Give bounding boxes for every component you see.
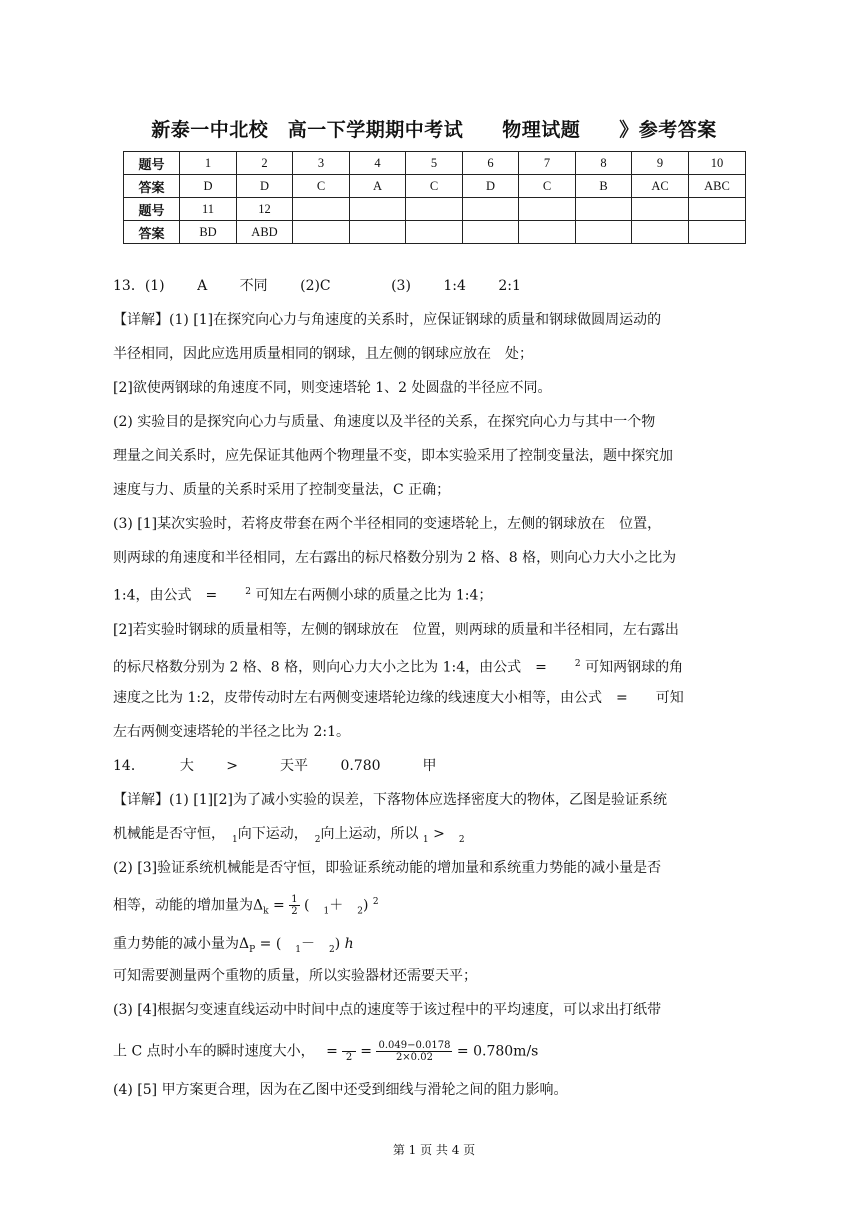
table-cell: 3	[293, 152, 350, 175]
table-cell	[689, 198, 746, 221]
table-cell: 7	[519, 152, 576, 175]
q13-detail-1: 【详解】(1) [1]在探究向心力与角速度的关系时，应保证钢球的质量和钢球做圆周运动的	[113, 312, 662, 328]
superscript-2: 2	[245, 587, 251, 597]
table-cell	[406, 198, 463, 221]
subscript-1: 1	[422, 834, 429, 845]
q14-detail-1: 【详解】(1) [1][2]为了减小实验的误差，下落物体应选择密度大的物体，乙图是验证系统	[113, 792, 667, 808]
subscript-1: 1	[323, 906, 330, 917]
table-cell	[689, 221, 746, 244]
formula-tail: 可知左右两侧小球的质量之比为 1:4；	[255, 587, 493, 604]
q14-detail-3: (2) [3]验证系统机械能是否守恒，即验证系统动能的增加量和系统重力势能的减小量是否	[113, 860, 662, 876]
table-cell: B	[576, 175, 632, 198]
text-part: 向上运动，所以	[320, 826, 423, 842]
superscript-2: 2	[574, 659, 581, 669]
subscript-1: 1	[232, 834, 238, 845]
table-cell: 4	[350, 152, 406, 175]
subscript-p: P	[249, 944, 256, 955]
table-cell: ABD	[237, 221, 293, 244]
table-cell: ABC	[689, 175, 746, 198]
table-cell	[519, 221, 576, 244]
q13-answer-line: 13．(1) A 不同 (2)C (3) 1:4 2:1	[113, 278, 521, 294]
table-row-header: 题号	[124, 198, 180, 221]
table-cell	[463, 221, 519, 244]
formula-text: 的标尺格数分别为 2 格、8 格，则向心力大小之比为 1:4，由公式 =	[113, 659, 575, 676]
table-row	[124, 221, 746, 244]
q13-detail-4: (2) 实验目的是探究向心力与质量、角速度以及半径的关系，在探究向心力与其中一个物	[113, 414, 656, 430]
table-cell: C	[519, 175, 576, 198]
table-cell	[632, 198, 689, 221]
table-cell	[350, 221, 406, 244]
text-part: 向下运动，	[237, 826, 315, 842]
q13-detail-12: 速度之比为 1:2，皮带传动时左右两侧变速塔轮边缘的线速度大小相等，由公式 = 可知	[113, 690, 684, 706]
q13-detail-11	[113, 654, 683, 678]
table-cell: 10	[689, 152, 746, 175]
table-cell: A	[350, 175, 406, 198]
table-cell	[350, 198, 406, 221]
q13-detail-3: [2]欲使两钢球的角速度不同，则变速塔轮 1、2 处圆盘的半径应不同。	[113, 380, 552, 396]
text-part: 机械能是否守恒，	[113, 826, 232, 842]
page-title: 新泰一中北校 高一下学期期中考试 物理试题 》参考答案	[151, 119, 717, 141]
table-cell: 2	[237, 152, 293, 175]
table-cell	[519, 198, 576, 221]
formula-text: 1:4，由公式 =	[113, 587, 246, 604]
q13-detail-6: 速度与力、质量的关系时采用了控制变量法，C 正确；	[113, 482, 451, 498]
table-row-header: 答案	[124, 175, 180, 198]
fraction-velocity: $\frac{0.049-0.0178}{2\times 0.02}$	[378, 1040, 451, 1063]
variable-h: h	[344, 936, 354, 952]
q13-detail-5: 理量之间关系时，应先保证其他两个物理量不变，即本实验采用了控制变量法，题中探究加	[113, 448, 673, 464]
table-cell: 8	[576, 152, 632, 175]
text-part: 重力势能的减小量为Δ	[113, 936, 250, 952]
q14-detail-5: 重力势能的减小量为$\Delta_P$ = ( $_1$－ $_2$) h	[113, 936, 354, 955]
q13-detail-13: 左右两侧变速塔轮的半径之比为 2:1。	[113, 724, 350, 740]
subscript-2: 2	[329, 944, 335, 955]
table-cell	[293, 198, 350, 221]
page-footer: 第 1 页 共 4 页	[392, 1143, 476, 1157]
table-row-header: 答案	[124, 221, 180, 244]
fraction-blank: 2	[342, 1040, 356, 1063]
q13-detail-10: [2]若实验时钢球的质量相等，左侧的钢球放在 位置，则两球的质量和半径相同，左右露出	[113, 622, 679, 638]
subscript-2: 2	[314, 834, 321, 845]
table-cell: D	[180, 175, 237, 198]
q13-detail-7: (3) [1]某次实验时，若将皮带套在两个半径相同的变速塔轮上，左侧的钢球放在 位置，	[113, 516, 662, 532]
q14-detail-9: (4) [5] 甲方案更合理，因为在乙图中还受到细线与滑轮之间的阻力影响。	[113, 1082, 568, 1098]
table-cell	[406, 221, 463, 244]
subscript-k: k	[263, 906, 269, 917]
superscript-2: 2	[372, 897, 379, 907]
table-cell: C	[406, 175, 463, 198]
table-cell: D	[463, 175, 519, 198]
q14-detail-8: 上 C 点时小车的瞬时速度大小， = 2 = $\frac{0.049-0.0178}{2\times 0.02}$ = 0.780m/s	[113, 1040, 539, 1063]
table-cell	[463, 198, 519, 221]
table-cell: 1	[180, 152, 237, 175]
table-cell: C	[293, 175, 350, 198]
table-cell: 5	[406, 152, 463, 175]
table-row-header: 题号	[124, 152, 180, 175]
text-part: 相等，动能的增加量为Δ	[113, 897, 264, 914]
table-row	[124, 175, 746, 198]
table-cell: D	[237, 175, 293, 198]
q14-detail-2: 机械能是否守恒， $_1$向下运动， $_2$向上运动，所以 $_1$ > $_2$	[113, 826, 465, 845]
table-cell: BD	[180, 221, 237, 244]
fraction-half: $\frac{1}{2}$	[291, 894, 298, 918]
q13-detail-8: 则两球的角速度和半径相同，左右露出的标尺格数分别为 2 格、8 格，则向心力大小之比为	[113, 550, 677, 566]
subscript-2: 2	[458, 834, 465, 845]
q13-detail-2: 半径相同，因此应选用质量相同的钢球，且左侧的钢球应放在 处；	[113, 346, 533, 362]
answer-table	[123, 151, 746, 244]
table-row	[124, 152, 746, 175]
q14-answer-line: 14． 大 > 天平 0.780 甲	[113, 758, 437, 774]
velocity-result: = 0.780m/s	[456, 1043, 539, 1060]
table-cell	[576, 198, 632, 221]
q13-detail-9	[113, 582, 492, 606]
subscript-2: 2	[357, 906, 363, 917]
subscript-1: 1	[295, 944, 302, 955]
q14-detail-7: (3) [4]根据匀变速直线运动中时间中点的速度等于该过程中的平均速度，可以求出打纸带	[113, 1002, 662, 1018]
table-cell: AC	[632, 175, 689, 198]
table-cell: 11	[180, 198, 237, 221]
q14-detail-4: 相等，动能的增加量为$\Delta_k$ = $\frac{1}{2}$ ( $_1$＋ $_2$) $^2$	[113, 894, 379, 918]
formula-tail: 可知两钢球的角	[585, 659, 684, 676]
q14-detail-6: 可知需要测量两个重物的质量，所以实验器材还需要天平；	[113, 968, 477, 984]
table-cell: 9	[632, 152, 689, 175]
table-cell	[293, 221, 350, 244]
table-cell	[632, 221, 689, 244]
table-cell: 12	[237, 198, 293, 221]
text-part: 上 C 点时小车的瞬时速度大小，	[113, 1043, 308, 1060]
table-cell	[576, 221, 632, 244]
table-cell: 6	[463, 152, 519, 175]
table-row	[124, 198, 746, 221]
